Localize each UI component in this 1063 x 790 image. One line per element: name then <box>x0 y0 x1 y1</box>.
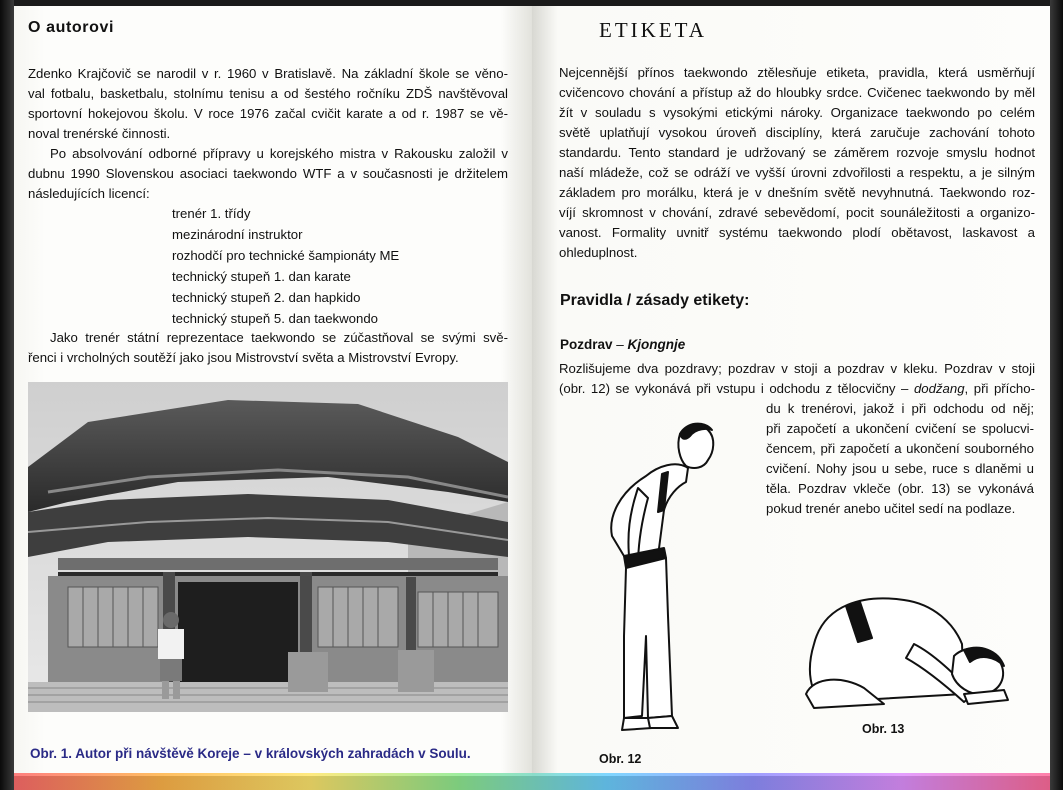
author-heading: O autorovi <box>28 19 115 36</box>
standing-bow-illustration <box>568 416 728 746</box>
greeting-term: Kjongnje <box>627 337 686 352</box>
text-line: řenci i vrcholných soutěží jako jsou Mistrovství světa a Mistrovství Evropy. <box>28 350 459 365</box>
text-line: Rozlišujeme dva pozdravy; pozdrav v stoji a pozdrav v kleku. Pozdrav v stoji <box>559 361 1035 376</box>
photo-caption: Obr. 1. Autor při návštěvě Koreje – v královských zahradách v Soulu. <box>30 746 471 761</box>
figure-12-label: Obr. 12 <box>599 752 642 766</box>
text-span: , při přícho- <box>964 381 1035 396</box>
text-line: val fotbalu, basketbalu, stolnímu tenisu a od šestého ročníku ZDŠ navštěvoval <box>28 86 508 101</box>
greeting-heading <box>560 337 685 352</box>
text-line: při započetí a ukončení cvičení se spolucvi- <box>766 421 1034 436</box>
text-line: víjí skromnost v chování, zdravé sebevědomí, pocit sounáležitosti a organizo- <box>559 205 1035 220</box>
greeting-label: Pozdrav <box>560 337 613 352</box>
text-line: sportovní hokejovou školu. V roce 1976 začal cvičit karate a od r. 1987 se vě- <box>28 106 508 121</box>
list-item: technický stupeň 2. dan hapkido <box>172 290 361 305</box>
text-line: Jako trenér státní reprezentace taekwondo se zúčastňoval se svými svě- <box>50 330 508 345</box>
book-edge-left <box>0 0 14 790</box>
text-line: světě uplatňují vysokou úroveň disciplíny, která zaručuje zachování tohoto <box>559 125 1035 140</box>
text-line: žít v souladu s vysokými etickými nároky. Organizace taekwondo po celém <box>559 105 1035 120</box>
text-span: (obr. 12) se vykonává při vstupu i odchodu z tělocvičny – <box>559 381 914 396</box>
list-item: rozhodčí pro technické šampionáty ME <box>172 248 400 263</box>
rules-heading: Pravidla / zásady etikety: <box>560 292 750 309</box>
text-line: čencem, při započetí a ukončení souborného <box>766 441 1034 456</box>
text-line <box>559 379 1035 400</box>
text-line: Po absolvování odborné přípravy u korejského mistra v Rakousku založil v <box>50 146 508 161</box>
text-line: ohleduplnost. <box>559 245 638 260</box>
kneeling-bow-illustration <box>794 584 1020 724</box>
figure-13-label: Obr. 13 <box>862 722 905 736</box>
text-line: dubnu 1990 Slovenskou asociaci taekwondo WTF a v současnosti je držitelem <box>28 166 508 181</box>
list-item: technický stupeň 5. dan taekwondo <box>172 311 379 326</box>
rainbow-strip <box>14 773 1050 790</box>
etiketa-heading: ETIKETA <box>599 18 707 42</box>
greeting-dash: – <box>612 337 628 352</box>
korea-palace-photo <box>28 382 508 712</box>
right-page <box>532 6 1050 776</box>
text-line: těla. Pozdrav vkleče (obr. 13) se vykonává <box>766 481 1034 496</box>
book-edge-right <box>1050 0 1063 790</box>
text-line: naší mládeže, což se odráží ve vyšší úrovni zdvořilosti a respektu, a je silným <box>559 165 1035 180</box>
text-line: Nejcennější přínos taekwondo ztělesňuje etiketa, pravidla, která usměrňují <box>559 65 1035 80</box>
text-line: základem pro morálku, která je v dnešním světě nevyhnutná. Taekwondo roz- <box>559 185 1035 200</box>
left-page <box>14 6 532 776</box>
text-line: cvičencovo chování a přístup až do hloubky srdce. Cvičenec taekwondo by měl <box>559 85 1035 100</box>
dodzang-term: dodžang <box>913 381 965 396</box>
text-line: pokud trenér anebo učitel sedí na podlaze. <box>766 501 1016 516</box>
list-item: mezinárodní instruktor <box>172 227 303 242</box>
text-line: následujících licencí: <box>28 186 150 201</box>
text-line: cvičení. Nohy jsou u sebe, ruce s dlaněmi u <box>766 461 1034 476</box>
text-line: vanost. Formality uvnitř systému taekwondo plodí obětavost, laskavost a <box>559 225 1035 240</box>
text-line: noval trenérské činnosti. <box>28 126 171 141</box>
text-line: du k trenérovi, jakož i při odchodu od něj; <box>766 401 1034 416</box>
text-line: Zdenko Krajčovič se narodil v r. 1960 v Bratislavě. Na základní škole se věno- <box>28 66 508 81</box>
list-item: technický stupeň 1. dan karate <box>172 269 351 284</box>
text-line: standardu. Tento standard je udržovaný se záměrem rozvoje smyslu hodnot <box>559 145 1035 160</box>
list-item: trenér 1. třídy <box>172 206 251 221</box>
